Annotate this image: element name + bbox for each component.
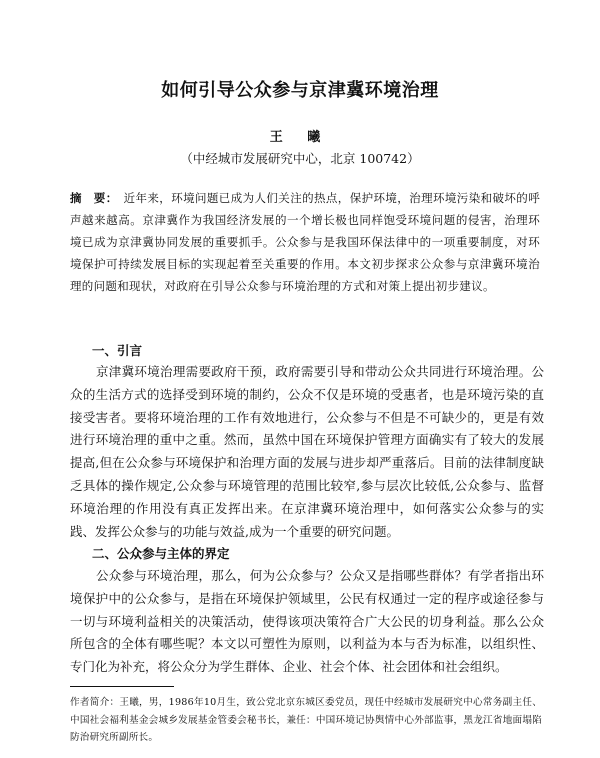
author-footnote: 作者简介：王曦，男，1986年10月生，致公党北京东城区委党员，现任中经城市发展研究中心常务副主任、中国社会福利基金会城乡发展基金管委会秘书长，兼任：中国环境记协舆情中心外部监事，黑龙江省地面塌陷防治研究所副所长。 xyxy=(70,697,542,743)
author-name: 王 曦 xyxy=(269,130,331,145)
footnote-divider xyxy=(70,686,174,687)
section-heading-introduction: 一、引言 xyxy=(92,343,143,358)
author-affiliation: （中经城市发展研究中心，北京 100742） xyxy=(180,151,420,166)
page-title: 如何引导公众参与京津冀环境治理 xyxy=(161,80,439,101)
section-heading-public-definition: 二、公众参与主体的界定 xyxy=(92,546,230,561)
abstract-text: 近年来，环境问题已成为人们关注的热点，保护环境，治理环境污染和破坏的呼声越来越高。京津冀作为我国经济发展的一个增长极也同样饱受环境问题的侵害，治理环境已成为京津冀协同发展的重要抓手。公众参与是我国环保法律中的一项重要制度，对环境保护可持续发展目标的实现起着至关重要的作用。本文初步探求公众参与京津冀环境治理的问题和现状，对政府在引导公众参与环境治理的方式和对策上提出初步建议。 xyxy=(70,191,541,293)
section-paragraph-public-definition: 公众参与环境治理，那么，何为公众参与？公众又是指哪些群体？有学者指出环境保护中的公众参与，是指在环境保护领域里，公民有权通过一定的程序或途径参与一切与环境利益相关的决策活动，使得该项决策符合广大公民的切身利益。那么公众所包含的全体有哪些呢？本文以可塑性为原则，以利益为本与否为标准，以组织性、专门化为补充，将公众分为学生群体、企业、社会个体、社会团体和社会组织。 xyxy=(70,568,544,675)
section-paragraph-introduction: 京津冀环境治理需要政府干预，政府需要引导和带动公众共同进行环境治理。公众的生活方式的选择受到环境的制约，公众不仅是环境的受惠者，也是环境污染的直接受害者。要将环境治理的工作有效地进行，公众参与不但是不可缺少的，更是有效进行环境治理的重中之重。然而，虽然中国在环境保护管理方面确实有了较大的发展提高,但在公众参与环境保护和治理方面的发展与进步却严重落后。目前的法律制度缺乏具体的操作规定,公众参与环境管理的范围比较窄,参与层次比较低,公众参与、监督环境治理的作用没有真正发挥出来。在京津冀环境治理中，如何落实公众参与的实践、发挥公众参与的功能与效益,成为一个重要的研究问题。 xyxy=(70,364,544,539)
abstract-label: 摘 要： xyxy=(70,191,118,205)
abstract xyxy=(70,187,540,297)
